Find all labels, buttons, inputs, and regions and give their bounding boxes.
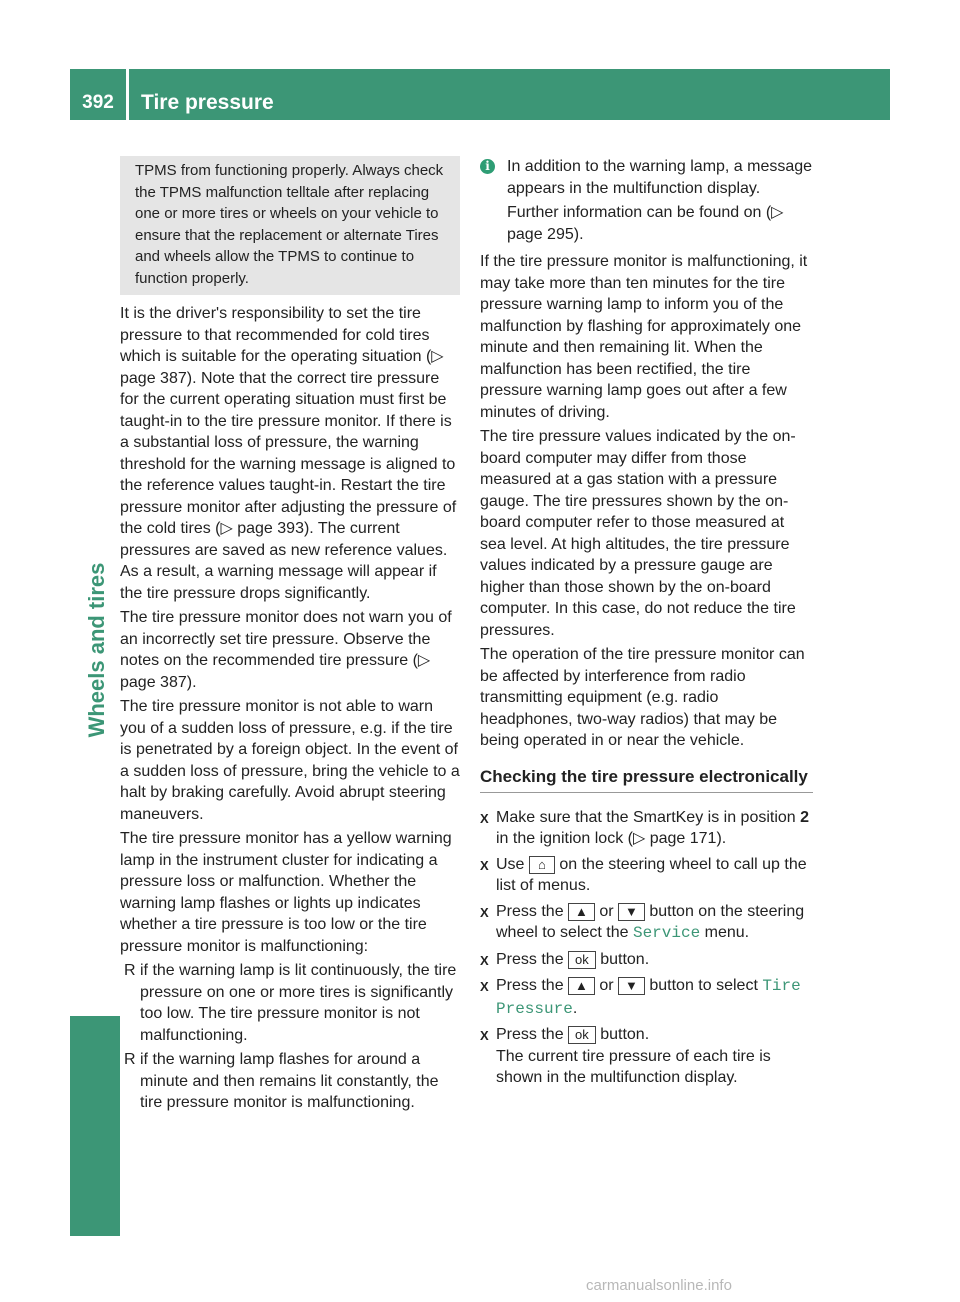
step-arrow-icon: X [480,857,489,873]
step-item [480,1024,813,1089]
header-divider [126,69,129,120]
section-heading: Checking the tire pressure electronically [480,766,813,793]
step-text: Make sure that the SmartKey is in position [496,808,801,826]
ok-icon: ok [568,951,596,969]
step-text: button. [595,1026,650,1043]
list-item [120,960,460,1046]
step-text: button to select [644,977,763,994]
step-arrow-icon: X [480,904,489,920]
step-text: button. [595,950,650,968]
chapter-label: Wheels and tires [84,562,109,738]
down-arrow-icon: ▼ [618,903,645,921]
up-arrow-icon: ▲ [568,977,595,995]
info-text: Further information can be found on (▷ page 295). [507,204,784,243]
step-result: The current tire pressure of each tire is shown in the multifunction display. [496,1047,771,1086]
list-item-text: if the warning lamp is lit continuously, the tire pressure on one or more tires is significantly too low. The tire pressure monitor is not malfunctioning. [140,962,457,1044]
step-text: Press the [496,977,569,994]
info-text: In addition to the warning lamp, a message appears in the multifunction display. [507,158,813,197]
step-arrow-icon: X [480,1028,489,1043]
step-arrow-icon: X [480,979,489,994]
step-arrow-icon: X [480,952,489,968]
page-number: 392 [82,92,114,113]
paragraph: The tire pressure values indicated by the on-board computer may differ from those measured at a gas station with a pressure gauge. The tire pressures shown by the on-board computer refer to those measured at sea level. At high altitudes, the tire pressure values indicated by a pressure gauge are higher than those shown by the on-board computer. In this case, do not reduce the tire pressures. [480,428,796,639]
step-text: menu. [700,924,750,941]
down-arrow-icon: ▼ [618,977,645,995]
step-text: Use [496,855,529,873]
step-text: Press the [496,1026,569,1043]
step-item [480,807,813,850]
paragraph: It is the driver's responsibility to set the tire pressure to that recommended for cold tires which is suitable for the operating situation (▷ page 387). Note that the correct tire pressure for the current operating situation must first be taught-in to the tire pressure monitor. If there is a substantial loss of pressure, the warning threshold for the warning message is aligned to the reference values taught-in. Restart the tire pressure monitor after adjusting the pressure of the cold tires (▷ page 393). The current pressures are saved as new reference values. As a result, a warning message will appear if the tire pressure drops significantly. [120,305,457,602]
step-arrow-icon: X [480,810,489,826]
position-number: 2 [800,808,810,826]
menu-name-service: Service [632,924,701,942]
step-text: on the steering wheel to call up the list of menus. [496,855,807,894]
step-text: Press the [496,950,569,968]
home-icon: ⌂ [529,856,555,874]
right-column [480,156,813,1093]
step-text: in the ignition lock (▷ page 171). [496,830,727,847]
step-text: . [572,999,578,1017]
step-item [480,949,813,972]
info-icon: i [480,159,495,174]
paragraph: The tire pressure monitor does not warn you of an incorrectly set tire pressure. Observe the notes on the recommended tire pressure (▷ page 387). [120,609,452,691]
paragraph: The tire pressure monitor has a yellow warning lamp in the instrument cluster for indicating a pressure loss or malfunction. Whether the warning lamp flashes or lights up indicates whether a tire pressure is too low or the tire pressure monitor is malfunctioning: [120,830,452,955]
page-title: Tire pressure [141,91,274,114]
paragraph: The operation of the tire pressure monitor can be affected by interference from radio transmitting equipment (e.g. radio headphones, two-way radios) that may be being operated in or near the vehicle. [480,646,805,749]
menu-name-tire-pressure: Tire Pressure [496,977,801,1018]
paragraph: The tire pressure monitor is not able to warn you of a sudden loss of pressure, e.g. if the tire is penetrated by a foreign object. In the event of a sudden loss of pressure, bring the vehicle to a halt by braking carefully. Avoid abrupt steering maneuvers. [120,698,460,823]
chapter-tab [70,1016,120,1236]
step-item [480,854,813,897]
bullet-mark: R [124,1051,136,1068]
step-text: or [599,977,614,994]
info-note [480,156,813,248]
list-item [120,1049,460,1114]
left-column [120,156,460,1117]
watermark: carmanualsonline.info [586,1277,732,1294]
list-item-text: if the warning lamp flashes for around a minute and then remains lit constantly, the tire pressure monitor is malfunctioning. [140,1051,439,1111]
step-text: Press the [496,902,569,920]
step-text: button on the steering wheel to select the [496,902,805,941]
step-text: or [599,902,614,920]
paragraph: If the tire pressure monitor is malfunctioning, it may take more than ten minutes for the tire pressure warning lamp to inform you of the malfunction by flashing for approximately one minute and then remaining lit. When the malfunction has been rectified, the tire pressure warning lamp goes out after a few minutes of driving. [480,253,808,421]
step-item [480,975,813,1020]
note-box: TPMS from functioning properly. Always check the TPMS malfunction telltale after replacing one or more tires or wheels on your vehicle to ensure that the replacement or alternate Tires and wheels allow the TPMS to continue to function properly. [120,156,460,295]
ok-icon: ok [568,1026,596,1044]
up-arrow-icon: ▲ [568,903,595,921]
bullet-mark: R [124,962,136,979]
step-item [480,901,813,945]
